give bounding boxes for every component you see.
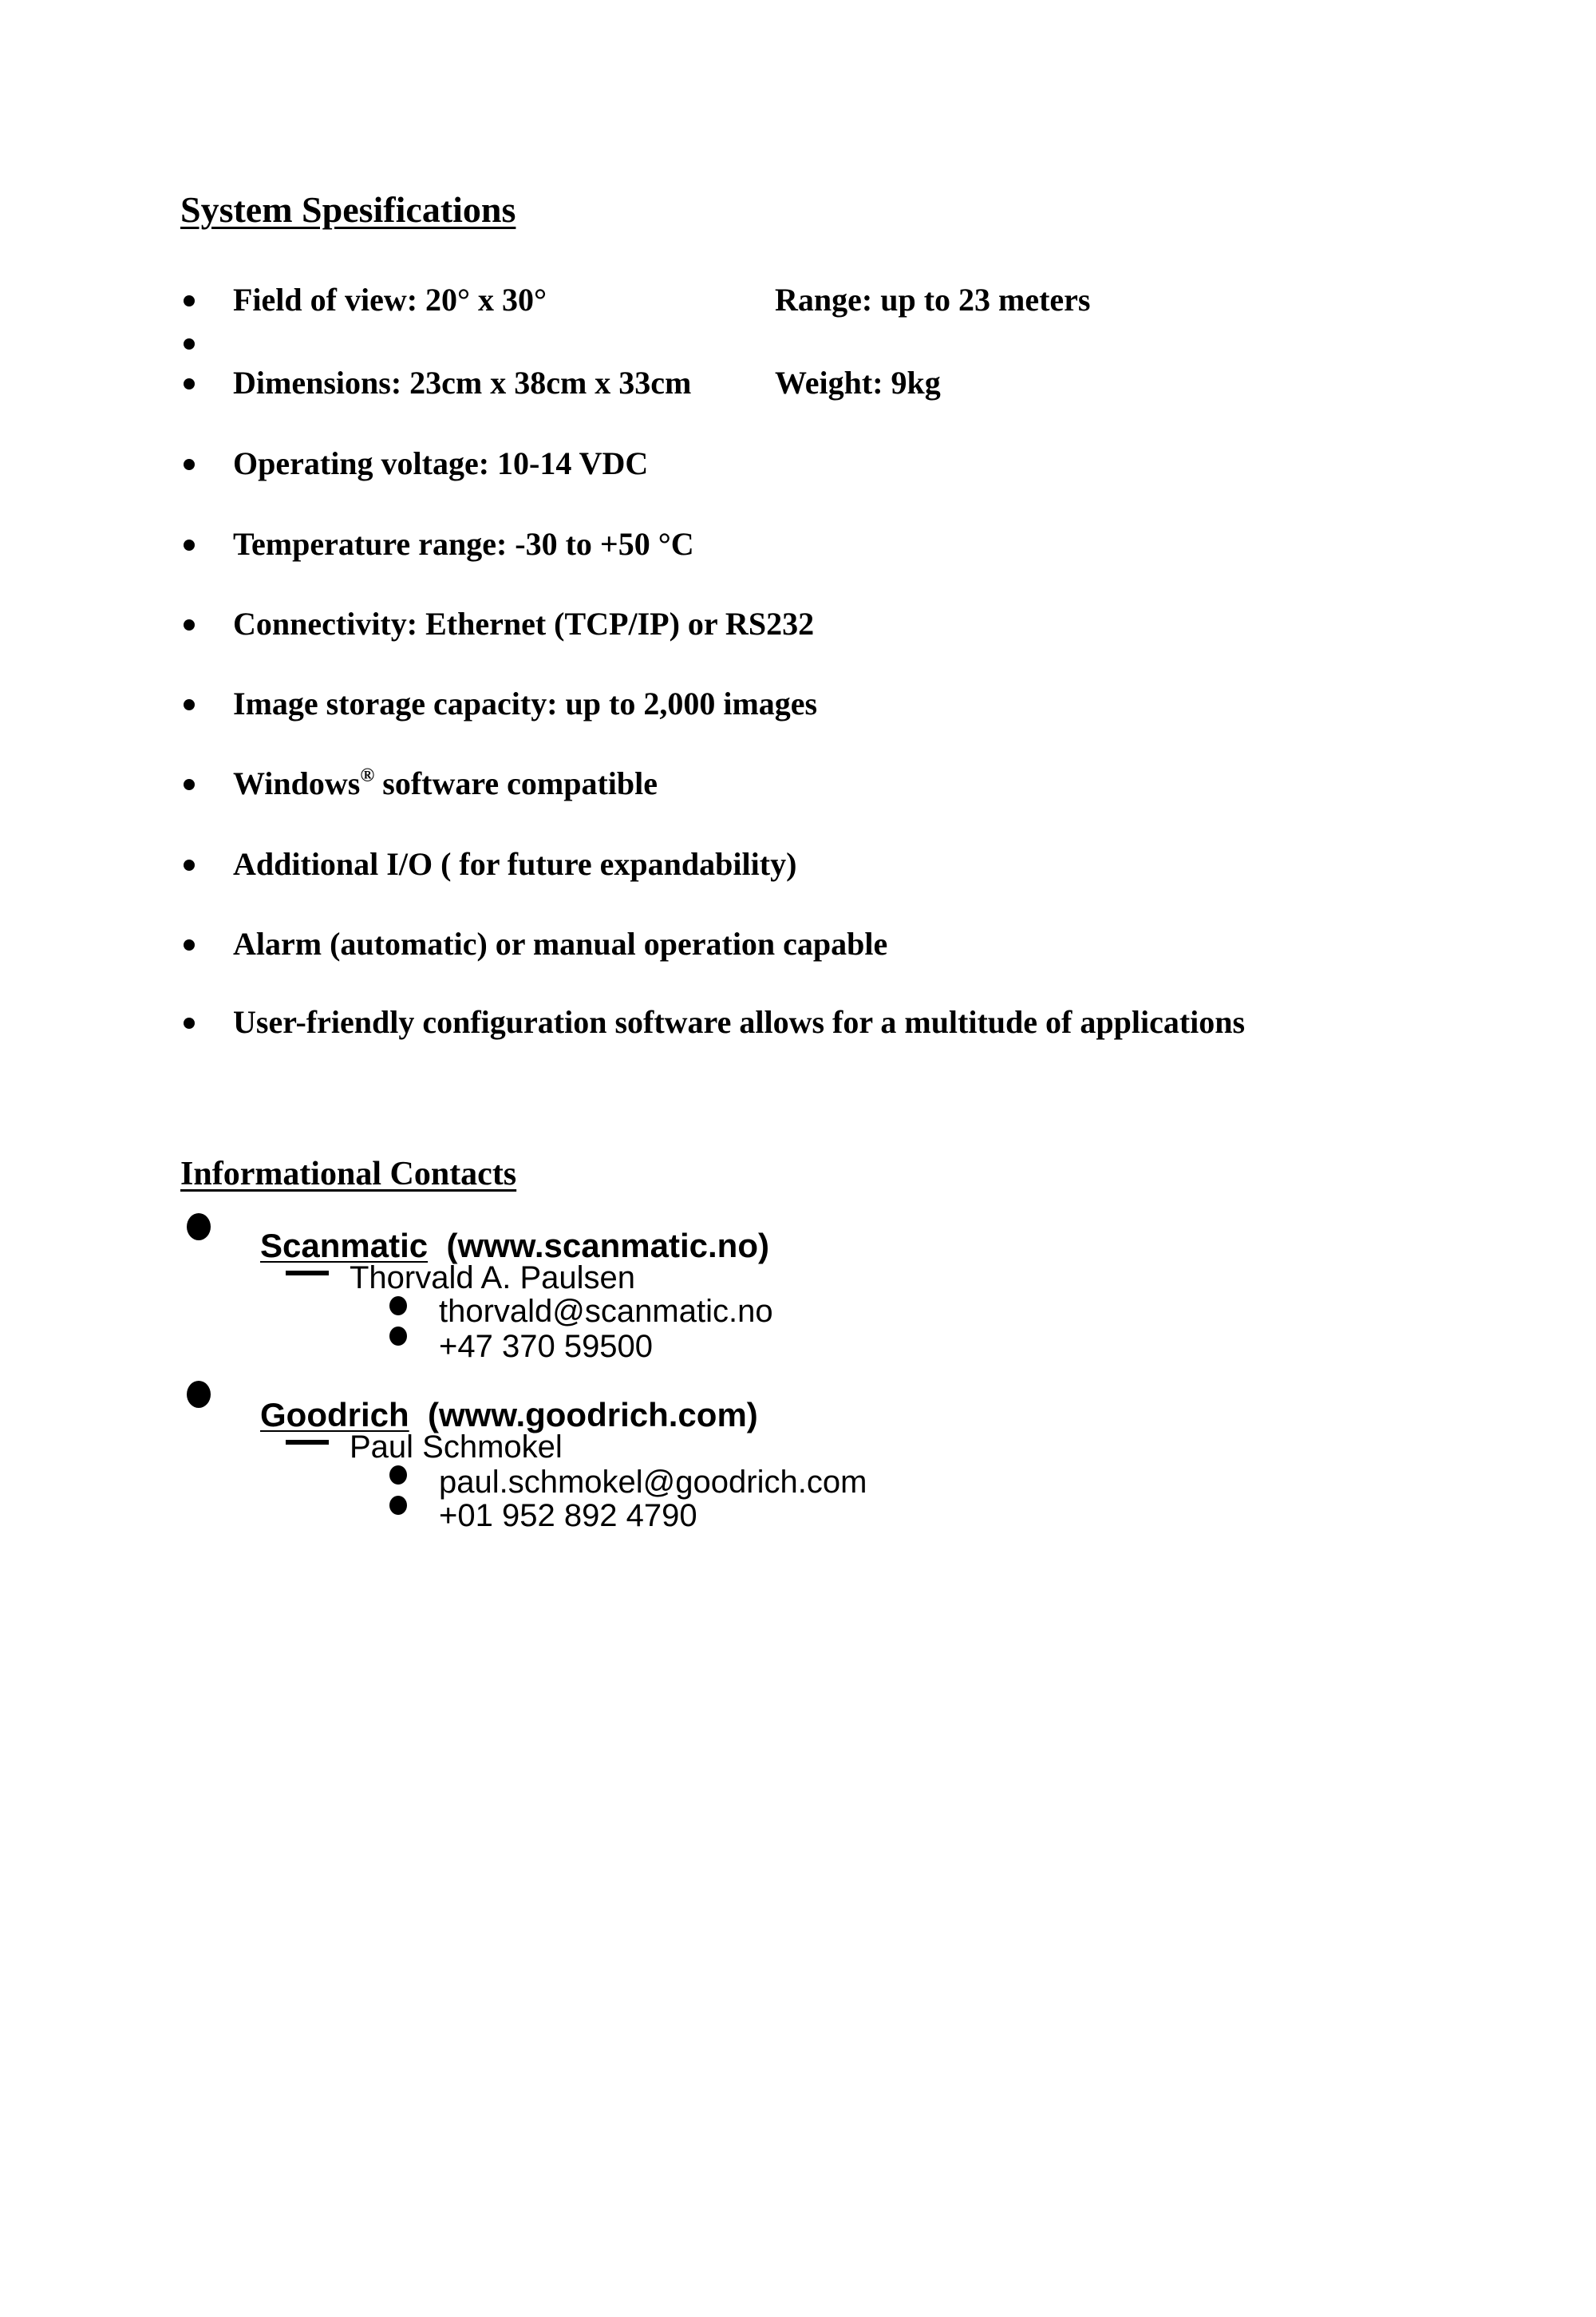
contacts-heading: Informational Contacts	[180, 1156, 517, 1192]
spec-item	[180, 761, 1537, 809]
spec-weight: Weight: 9kg	[775, 365, 941, 401]
spec-windows-compatible	[233, 761, 658, 806]
spec-item	[180, 922, 1537, 970]
spec-item	[180, 361, 1537, 409]
contact-phone: +47 370 59500	[439, 1329, 654, 1364]
dash-icon	[286, 1271, 329, 1275]
bullet-icon	[184, 378, 195, 389]
bullet-icon	[389, 1296, 407, 1315]
software-compatible-label: software compatible	[374, 765, 658, 801]
contact-email: thorvald@scanmatic.no	[439, 1294, 773, 1329]
company-website: (www.goodrich.com)	[428, 1396, 758, 1433]
bullet-icon	[184, 619, 195, 631]
spec-item	[180, 602, 1537, 650]
company-website: (www.scanmatic.no)	[446, 1227, 769, 1264]
bullet-icon	[184, 459, 195, 470]
bullet-icon	[184, 779, 195, 790]
bullet-icon	[184, 295, 195, 306]
spec-image-storage: Image storage capacity: up to 2,000 images	[233, 686, 818, 722]
bullet-icon	[184, 338, 195, 350]
spec-item	[180, 682, 1537, 729]
bullet-icon	[389, 1496, 407, 1515]
bullet-icon	[187, 1381, 211, 1408]
spec-additional-io: Additional I/O ( for future expandability)	[233, 846, 797, 882]
contact-person: Paul Schmokel	[350, 1429, 563, 1465]
contact-email: paul.schmokel@goodrich.com	[439, 1465, 867, 1500]
spec-temperature-range: Temperature range: -30 to +50 °C	[233, 526, 694, 562]
spec-operating-voltage: Operating voltage: 10-14 VDC	[233, 445, 649, 481]
bullet-icon	[184, 699, 195, 710]
registered-mark: ®	[360, 765, 375, 786]
spec-connectivity: Connectivity: Ethernet (TCP/IP) or RS232	[233, 606, 815, 642]
bullet-icon	[184, 1018, 195, 1029]
spec-range: Range: up to 23 meters	[775, 282, 1091, 318]
windows-label: Windows	[233, 765, 361, 801]
company-name: Goodrich	[260, 1396, 409, 1433]
bullet-icon	[184, 939, 195, 951]
contact-person: Thorvald A. Paulsen	[350, 1260, 635, 1295]
contact-phone: +01 952 892 4790	[439, 1498, 697, 1533]
spec-item	[180, 278, 1537, 326]
spec-configuration-software: User-friendly configuration software allows for a multitude of applications	[233, 1004, 1246, 1040]
spec-item	[180, 522, 1537, 570]
bullet-icon	[389, 1465, 407, 1485]
spec-field-of-view: Field of view: 20° x 30°	[233, 282, 547, 318]
company-name: Scanmatic	[260, 1227, 429, 1264]
spec-item	[180, 1000, 1537, 1048]
spec-alarm-operation: Alarm (automatic) or manual operation capable	[233, 926, 888, 962]
bullet-icon	[389, 1327, 407, 1346]
spec-item	[180, 441, 1537, 489]
bullet-icon	[187, 1213, 211, 1240]
spec-item	[180, 842, 1537, 890]
bullet-icon	[184, 860, 195, 871]
bullet-icon	[184, 540, 195, 551]
spec-dimensions: Dimensions: 23cm x 38cm x 33cm	[233, 365, 692, 401]
spec-heading: System Spesifications	[180, 189, 516, 230]
dash-icon	[286, 1440, 329, 1445]
